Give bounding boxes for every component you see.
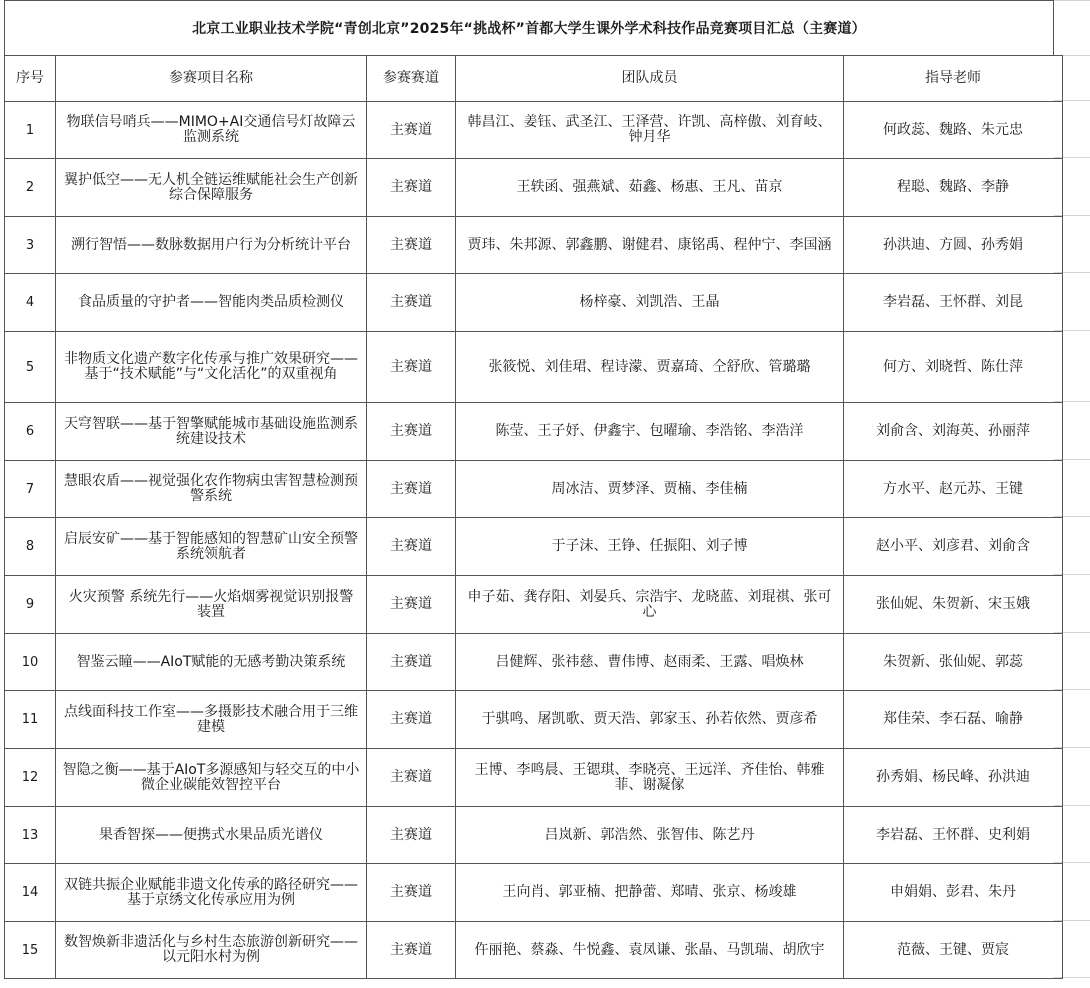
table-header-row xyxy=(5,56,1063,102)
table-row xyxy=(5,217,1063,274)
table-body xyxy=(5,102,1063,979)
advisors-cell: 刘俞含、刘海英、孙丽萍 xyxy=(844,403,1063,461)
track-cell: 主赛道 xyxy=(367,518,456,576)
track-cell: 主赛道 xyxy=(367,922,456,979)
team-members-cell: 仵丽艳、蔡淼、牛悦鑫、袁凤谦、张晶、马凯瑞、胡欣宇 xyxy=(456,922,844,979)
track-cell: 主赛道 xyxy=(367,461,456,518)
project-name-cell: 翼护低空——无人机全链运维赋能社会生产创新综合保障服务 xyxy=(56,159,367,217)
row-number: 2 xyxy=(5,159,56,217)
header-team-members: 团队成员 xyxy=(456,56,844,102)
table-row xyxy=(5,634,1063,691)
row-number: 10 xyxy=(5,634,56,691)
table-row xyxy=(5,864,1063,922)
team-members-cell: 吕健辉、张祎慈、曹伟博、赵雨柔、王露、唱焕林 xyxy=(456,634,844,691)
advisors-cell: 李岩磊、王怀群、刘昆 xyxy=(844,274,1063,332)
team-members-cell: 吕岚新、郭浩然、张智伟、陈艺丹 xyxy=(456,807,844,864)
track-cell: 主赛道 xyxy=(367,864,456,922)
header-advisors: 指导老师 xyxy=(844,56,1063,102)
table-row xyxy=(5,691,1063,749)
advisors-cell: 孙秀娟、杨民峰、孙洪迪 xyxy=(844,749,1063,807)
team-members-cell: 于子沫、王铮、任振阳、刘子博 xyxy=(456,518,844,576)
advisors-cell: 李岩磊、王怀群、史利娟 xyxy=(844,807,1063,864)
advisors-cell: 赵小平、刘彦君、刘俞含 xyxy=(844,518,1063,576)
team-members-cell: 周冰洁、贾梦泽、贾楠、李佳楠 xyxy=(456,461,844,518)
advisors-cell: 何政蕊、魏路、朱元忠 xyxy=(844,102,1063,159)
team-members-cell: 申子茹、龚存阳、刘晏兵、宗浩宇、龙晓蓝、刘琨祺、张可心 xyxy=(456,576,844,634)
row-number: 1 xyxy=(5,102,56,159)
team-members-cell: 于骐鸣、屠凯歌、贾天浩、郭家玉、孙若依然、贾彦希 xyxy=(456,691,844,749)
table-row xyxy=(5,807,1063,864)
advisors-cell: 何方、刘晓哲、陈仕萍 xyxy=(844,332,1063,403)
sheet-title: 北京工业职业技术学院“青创北京”2025年“挑战杯”首都大学生课外学术科技作品竞赛项目汇总（主赛道） xyxy=(4,0,1054,55)
table-row xyxy=(5,274,1063,332)
project-name-cell: 非物质文化遗产数字化传承与推广效果研究——基于“技术赋能”与“文化活化”的双重视角 xyxy=(56,332,367,403)
advisors-cell: 程聪、魏路、李静 xyxy=(844,159,1063,217)
advisors-cell: 郑佳荣、李石磊、喻静 xyxy=(844,691,1063,749)
header-number: 序号 xyxy=(5,56,56,102)
team-members-cell: 王轶函、强燕斌、茹鑫、杨惠、王凡、苗京 xyxy=(456,159,844,217)
table-row xyxy=(5,403,1063,461)
table-row xyxy=(5,749,1063,807)
advisors-cell: 张仙妮、朱贺新、宋玉娥 xyxy=(844,576,1063,634)
table-row xyxy=(5,102,1063,159)
track-cell: 主赛道 xyxy=(367,403,456,461)
advisors-cell: 申娟娟、彭君、朱丹 xyxy=(844,864,1063,922)
row-number: 11 xyxy=(5,691,56,749)
project-name-cell: 果香智探——便携式水果品质光谱仪 xyxy=(56,807,367,864)
project-name-cell: 数智焕新非遗活化与乡村生态旅游创新研究——以元阳水村为例 xyxy=(56,922,367,979)
project-name-cell: 点线面科技工作室——多摄影技术融合用于三维建模 xyxy=(56,691,367,749)
track-cell: 主赛道 xyxy=(367,159,456,217)
team-members-cell: 王博、李鸣晨、王锶琪、李晓亮、王远洋、齐佳怡、韩雅菲、谢凝傢 xyxy=(456,749,844,807)
table-row xyxy=(5,922,1063,979)
table-row xyxy=(5,461,1063,518)
table-row xyxy=(5,576,1063,634)
row-number: 12 xyxy=(5,749,56,807)
track-cell: 主赛道 xyxy=(367,274,456,332)
project-name-cell: 天穹智联——基于智擎赋能城市基础设施监测系统建设技术 xyxy=(56,403,367,461)
team-members-cell: 陈莹、王子妤、伊鑫宇、包曜瑜、李浩铭、李浩洋 xyxy=(456,403,844,461)
project-name-cell: 火灾预警 系统先行——火焰烟雾视觉识别报警装置 xyxy=(56,576,367,634)
advisors-cell: 朱贺新、张仙妮、郭蕊 xyxy=(844,634,1063,691)
table-row xyxy=(5,159,1063,217)
track-cell: 主赛道 xyxy=(367,102,456,159)
advisors-cell: 孙洪迪、方圆、孙秀娟 xyxy=(844,217,1063,274)
header-project-name: 参赛项目名称 xyxy=(56,56,367,102)
project-name-cell: 智鉴云瞳——AIoT赋能的无感考勤决策系统 xyxy=(56,634,367,691)
project-name-cell: 慧眼农盾——视觉强化农作物病虫害智慧检测预警系统 xyxy=(56,461,367,518)
table-row xyxy=(5,518,1063,576)
row-number: 4 xyxy=(5,274,56,332)
track-cell: 主赛道 xyxy=(367,634,456,691)
row-number: 15 xyxy=(5,922,56,979)
project-name-cell: 物联信号哨兵——MIMO+AI交通信号灯故障云监测系统 xyxy=(56,102,367,159)
team-members-cell: 张筱悦、刘佳珺、程诗濛、贾嘉琦、仝舒欣、管璐璐 xyxy=(456,332,844,403)
team-members-cell: 王向肖、郭亚楠、把静蕾、郑晴、张京、杨竣雄 xyxy=(456,864,844,922)
row-number: 3 xyxy=(5,217,56,274)
project-name-cell: 双链共振企业赋能非遗文化传承的路径研究——基于京绣文化传承应用为例 xyxy=(56,864,367,922)
gridline xyxy=(1054,0,1090,1)
track-cell: 主赛道 xyxy=(367,576,456,634)
row-number: 6 xyxy=(5,403,56,461)
project-name-cell: 智隐之衡——基于AIoT多源感知与轻交互的中小微企业碳能效智控平台 xyxy=(56,749,367,807)
advisors-cell: 范薇、王键、贾宸 xyxy=(844,922,1063,979)
project-name-cell: 溯行智悟——数脉数据用户行为分析统计平台 xyxy=(56,217,367,274)
row-number: 7 xyxy=(5,461,56,518)
row-number: 14 xyxy=(5,864,56,922)
project-name-cell: 启辰安矿——基于智能感知的智慧矿山安全预警系统领航者 xyxy=(56,518,367,576)
track-cell: 主赛道 xyxy=(367,217,456,274)
track-cell: 主赛道 xyxy=(367,332,456,403)
header-track: 参赛赛道 xyxy=(367,56,456,102)
track-cell: 主赛道 xyxy=(367,749,456,807)
project-name-cell: 食品质量的守护者——智能肉类品质检测仪 xyxy=(56,274,367,332)
table-row xyxy=(5,332,1063,403)
team-members-cell: 贾玮、朱邦源、郭鑫鹏、谢健君、康铭禹、程仲宁、李国涵 xyxy=(456,217,844,274)
row-number: 13 xyxy=(5,807,56,864)
row-number: 8 xyxy=(5,518,56,576)
advisors-cell: 方水平、赵元苏、王键 xyxy=(844,461,1063,518)
team-members-cell: 杨梓豪、刘凯浩、王晶 xyxy=(456,274,844,332)
track-cell: 主赛道 xyxy=(367,807,456,864)
team-members-cell: 韩昌江、姜钰、武圣江、王泽营、许凯、高梓傲、刘育岐、钟月华 xyxy=(456,102,844,159)
row-number: 9 xyxy=(5,576,56,634)
row-number: 5 xyxy=(5,332,56,403)
track-cell: 主赛道 xyxy=(367,691,456,749)
project-table xyxy=(4,55,1063,979)
